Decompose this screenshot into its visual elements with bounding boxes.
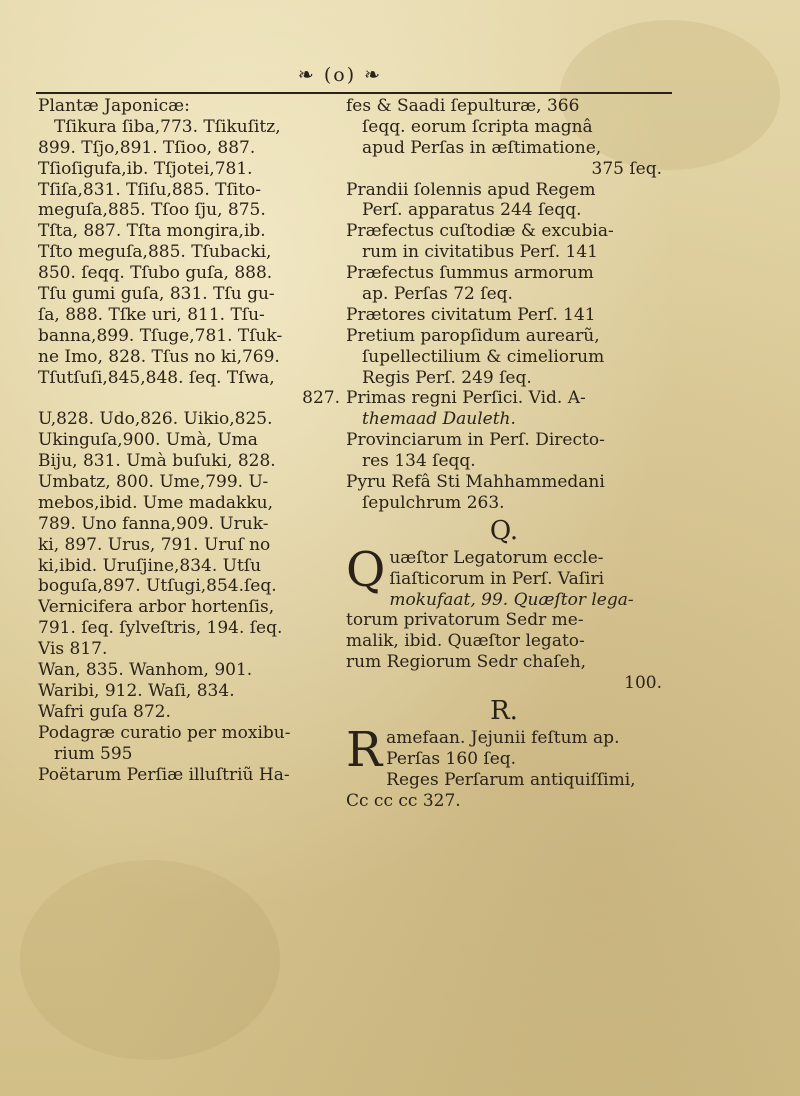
index-line: ki, 897. Urus, 791. Uruſ no xyxy=(38,534,271,555)
section-letter-r: R. xyxy=(490,696,518,727)
index-line: Vis 817. xyxy=(38,639,108,660)
index-line: Tſikura ſiba,773. Tſikuſitz, xyxy=(54,116,281,137)
paper-stain xyxy=(20,860,280,1060)
index-line: mebos,ibid. Ume madakku, xyxy=(38,492,274,513)
index-line: Tſutſuſi,845,848. ſeq. Tſwa, xyxy=(38,367,275,388)
index-line: 375 ſeq. xyxy=(591,158,662,179)
index-line: rum Regiorum Sedr chaſeh, xyxy=(346,652,587,673)
page-header-ornament: ❧ (o) ❧ xyxy=(297,64,383,86)
index-line: Pretium paropſidum aurearũ, xyxy=(346,325,600,346)
index-line: Wan, 835. Wanhom, 901. xyxy=(38,660,253,681)
index-line: Prætores civitatum Perſ. 141 xyxy=(346,304,596,325)
section-r-paragraph xyxy=(346,722,662,812)
catchword-line: Cc cc cc 327. xyxy=(346,790,461,811)
index-line: ſepulchrum 263. xyxy=(362,492,505,513)
index-line: 789. Uno fanna,909. Uruk- xyxy=(38,513,269,534)
index-line: banna,899. Tſuge,781. Tſuk- xyxy=(38,325,283,346)
index-line: rum in civitatibus Perſ. 141 xyxy=(362,242,598,263)
index-line: Primas regni Perſici. Vid. A- xyxy=(346,388,586,409)
index-line: Reges Perſarum antiquiſſimi, xyxy=(386,769,636,790)
index-line: meguſa,885. Tſoo ſju, 875. xyxy=(38,200,266,221)
index-line: Prandii ſolennis apud Regem xyxy=(346,179,596,200)
index-line: Præfectus cuſtodiæ & excubia- xyxy=(346,221,614,242)
section-q-paragraph xyxy=(346,541,662,694)
index-line: 827. xyxy=(302,388,340,409)
index-line: ſupellectilium & cimeliorum xyxy=(362,346,605,367)
drop-cap-r: R xyxy=(346,722,383,779)
index-line: U,828. Udo,826. Uikio,825. xyxy=(38,409,273,430)
index-line: Tſioſigufa,ib. Tſjotei,781. xyxy=(38,158,253,179)
index-line: boguſa,897. Utſugi,854.ſeq. xyxy=(38,576,277,597)
index-line: uæſtor Legatorum eccle- xyxy=(389,547,604,568)
index-line: Tſiſa,831. Tſiſu,885. Tſito- xyxy=(38,179,262,200)
index-line: res 134 ſeqq. xyxy=(362,451,476,472)
header-rule xyxy=(36,92,672,94)
index-line: Tſta, 887. Tſta mongira,ib. xyxy=(38,221,266,242)
drop-cap-q: Q xyxy=(346,541,386,598)
index-line: Regis Perſ. 249 ſeq. xyxy=(362,367,532,388)
index-line: Tſto meguſa,885. Tſubacki, xyxy=(38,242,272,263)
index-line: Plantæ Japonicæ: xyxy=(38,96,190,116)
index-line: ap. Perſas 72 ſeq. xyxy=(362,284,513,305)
index-line: Perſas 160 ſeq. xyxy=(386,748,517,769)
index-line: Poëtarum Perſiæ illuſtriũ Ha- xyxy=(38,764,290,785)
index-line: Provinciarum in Perſ. Directo- xyxy=(346,430,605,451)
index-line: ſeqq. eorum ſcripta magnâ xyxy=(362,116,593,137)
index-line: 100. xyxy=(624,673,662,694)
index-line: 791. ſeq. ſylveſtris, 194. ſeq. xyxy=(38,618,283,639)
index-line: ſiaſticorum in Perſ. Vaſiri xyxy=(389,568,605,589)
index-line: 850. ſeqq. Tſubo guſa, 888. xyxy=(38,263,273,284)
index-line: Vernicifera arbor hortenſis, xyxy=(38,597,275,618)
index-line: ſa, 888. Tſke uri, 811. Tſu- xyxy=(38,304,265,325)
right-column xyxy=(346,96,662,812)
index-line: Pyru Refâ Sti Mahhammedani xyxy=(346,472,605,493)
index-line: Tſu gumi guſa, 831. Tſu gu- xyxy=(38,284,275,305)
index-line: Biju, 831. Umà buſuki, 828. xyxy=(38,451,276,472)
index-line: 899. Tſjo,891. Tſioo, 887. xyxy=(38,137,256,158)
index-line: malik, ibid. Quæſtor legato- xyxy=(346,631,585,652)
index-line: Podagræ curatio per moxibu- xyxy=(38,722,291,743)
index-line: amefaan. Jejunii feſtum ap. xyxy=(386,728,620,749)
index-line: rium 595 xyxy=(54,743,133,764)
index-line: ki,ibid. Uruſjine,834. Utſu xyxy=(38,555,262,576)
index-line: Præfectus ſummus armorum xyxy=(346,263,594,284)
index-line: Wafri guſa 872. xyxy=(38,701,171,722)
index-line: apud Perſas in æſtimatione, xyxy=(362,137,602,158)
left-column xyxy=(38,96,340,785)
index-line: Umbatz, 800. Ume,799. U- xyxy=(38,472,269,493)
index-line: Ukinguſa,900. Umà, Uma xyxy=(38,430,258,451)
index-line: Perſ. apparatus 244 ſeqq. xyxy=(362,200,582,221)
index-line: Waribi, 912. Waſi, 834. xyxy=(38,680,235,701)
index-line: mokufaat, 99. Quæſtor lega- xyxy=(389,589,634,610)
index-line: torum privatorum Sedr me- xyxy=(346,610,584,631)
index-line: ne Imo, 828. Tſus no ki,769. xyxy=(38,346,280,367)
section-letter-q: Q. xyxy=(489,515,519,546)
index-line: fes & Saadi ſepulturæ, 366 xyxy=(346,96,580,116)
index-line: themaad Dauleth. xyxy=(362,409,516,430)
